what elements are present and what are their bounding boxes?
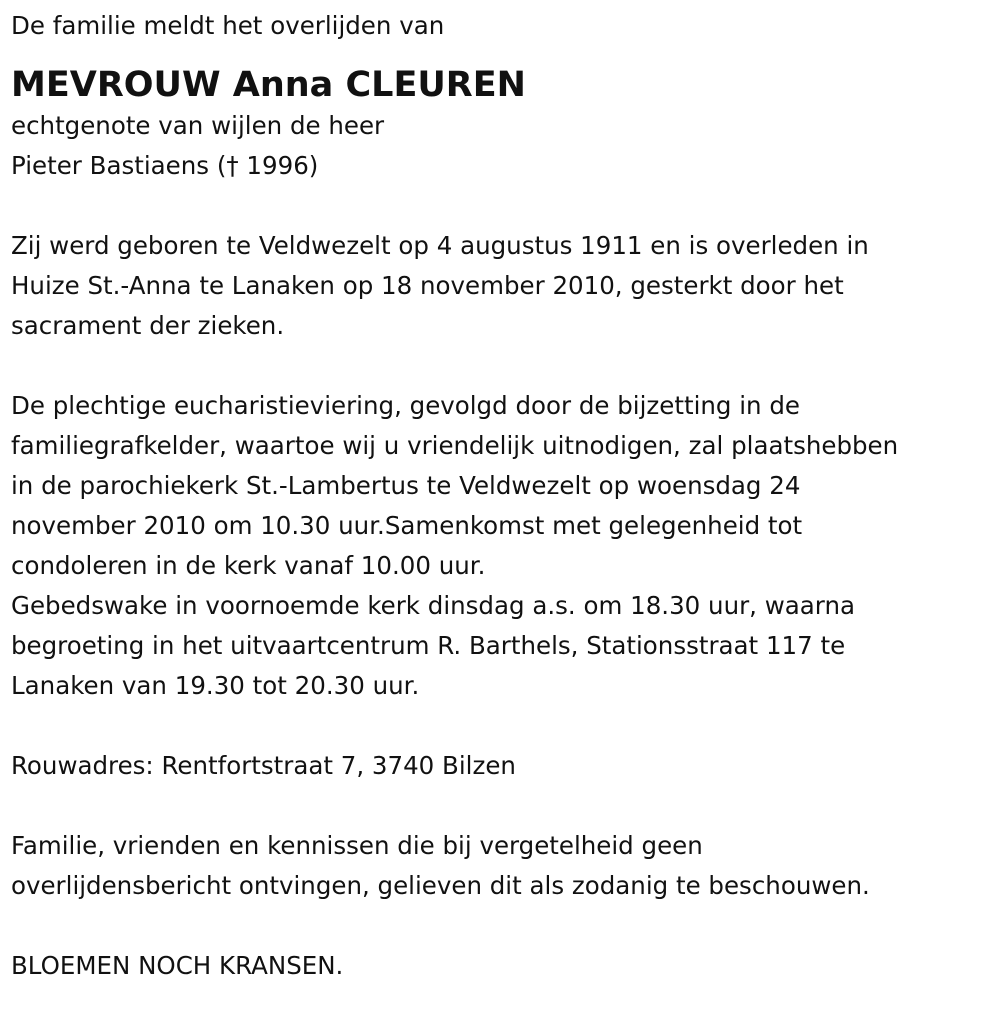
ceremony-line: condoleren in de kerk vanaf 10.00 uur. [11, 551, 486, 580]
spouse-line: echtgenote van wijlen de heer [11, 111, 385, 140]
ceremony-line: Gebedswake in voornoemde kerk dinsdag a.s. om 18.30 uur, waarna [11, 591, 855, 620]
spacer [11, 906, 1000, 946]
spouse-death-year: 1996) [238, 151, 319, 180]
spouse-name-line [11, 146, 1000, 186]
deceased-name: MEVROUW Anna CLEUREN [11, 65, 526, 105]
intro-text: De familie meldt het overlijden van [11, 11, 445, 40]
birth-death-line: Huize St.-Anna te Lanaken op 18 november 2010, gesterkt door het [11, 271, 844, 300]
ceremony-line: november 2010 om 10.30 uur.Samenkomst met gelegenheid tot [11, 511, 803, 540]
spacer [11, 706, 1000, 746]
ceremony-line: familiegrafkelder, waartoe wij u vriendelijk uitnodigen, zal plaatshebben [11, 431, 899, 460]
spacer [11, 786, 1000, 826]
ceremony-line: Lanaken van 19.30 tot 20.30 uur. [11, 671, 420, 700]
closing-text: BLOEMEN NOCH KRANSEN. [11, 951, 344, 980]
ceremony-line: in de parochiekerk St.-Lambertus te Veldwezelt op woensdag 24 [11, 471, 801, 500]
birth-death-line: sacrament der zieken. [11, 311, 285, 340]
birth-death-line: Zij werd geboren te Veldwezelt op 4 augustus 1911 en is overleden in [11, 231, 869, 260]
spacer [11, 346, 1000, 386]
spouse-name: Pieter Bastiaens ( [11, 151, 227, 180]
cross-icon: † [226, 151, 239, 180]
notice-line: Familie, vrienden en kennissen die bij vergetelheid geen [11, 831, 703, 860]
notice-line: overlijdensbericht ontvingen, gelieven dit als zodanig te beschouwen. [11, 871, 870, 900]
ceremony-line: begroeting in het uitvaartcentrum R. Barthels, Stationsstraat 117 te [11, 631, 846, 660]
spacer [11, 186, 1000, 226]
mourning-address: Rouwadres: Rentfortstraat 7, 3740 Bilzen [11, 751, 516, 780]
ceremony-line: De plechtige eucharistieviering, gevolgd door de bijzetting in de [11, 391, 800, 420]
